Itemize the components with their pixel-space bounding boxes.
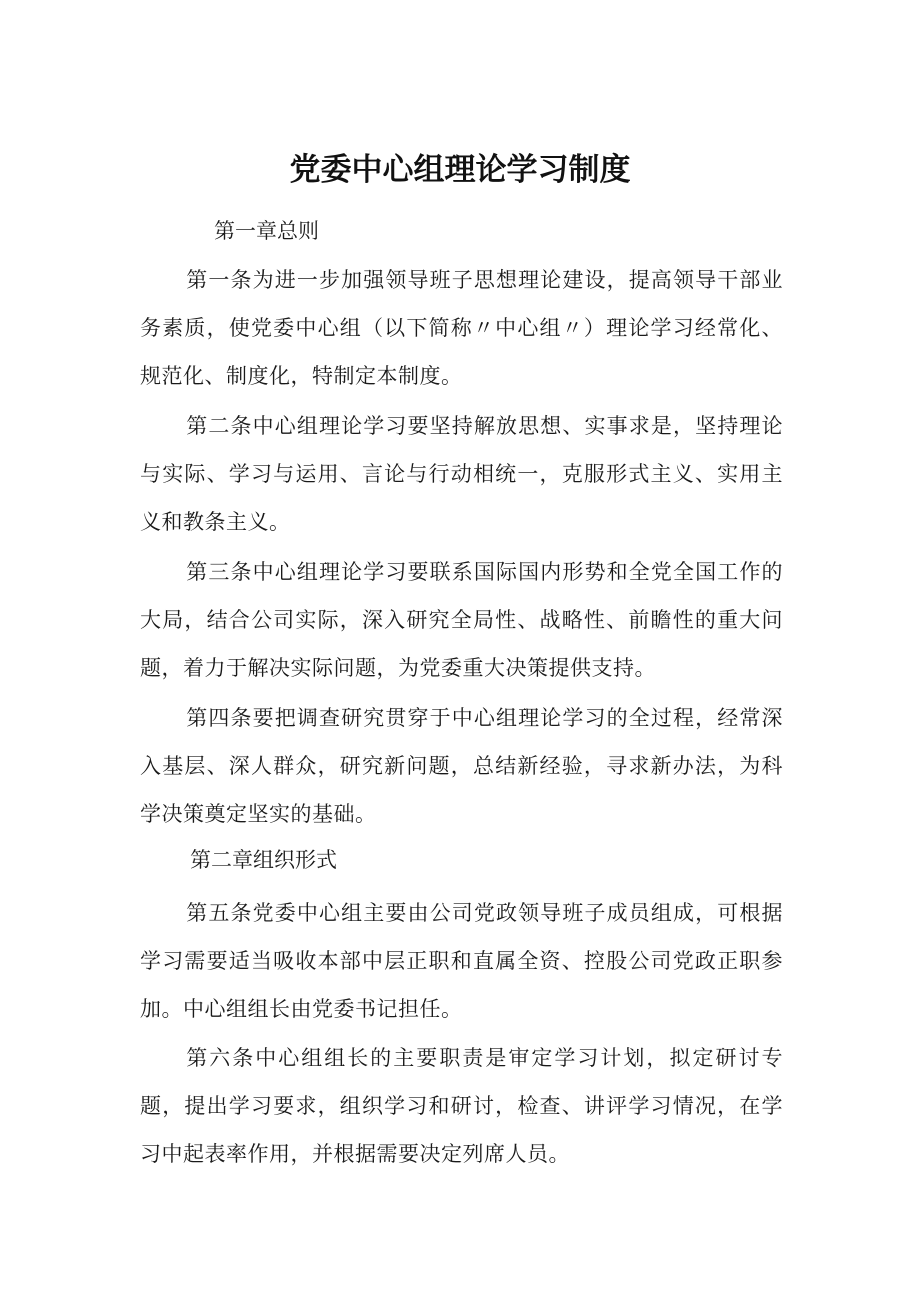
article-3: 第三条中心组理论学习要联系国际国内形势和全党全国工作的大局，结合公司实际，深入研究全局性、战略性、前瞻性的重大问题，着力于解决实际问题，为党委重大决策提供支持。 [140,560,783,680]
chapter-heading-organization: 第二章组织形式 [190,848,337,872]
article-6: 第六条中心组组长的主要职责是审定学习计划，拟定研讨专题，提出学习要求，组织学习和研讨，检查、讲评学习情况，在学习中起表率作用，并根据需要决定列席人员。 [140,1046,783,1166]
article-5: 第五条党委中心组主要由公司党政领导班子成员组成，可根据学习需要适当吸收本部中层正职和直属全资、控股公司党政正职参加。中心组组长由党委书记担任。 [140,901,783,1021]
article-1: 第一条为进一步加强领导班子思想理论建设，提高领导干部业务素质，使党委中心组（以下简称〃中心组〃）理论学习经常化、规范化、制度化，特制定本制度。 [140,268,783,388]
chapter-heading-general: 第一章总则 [214,219,319,243]
article-4: 第四条要把调查研究贯穿于中心组理论学习的全过程，经常深入基层、深人群众，研究新问题，总结新经验，寻求新办法，为科学决策奠定坚实的基础。 [140,706,783,826]
document-title: 党委中心组理论学习制度 [289,152,631,188]
article-2: 第二条中心组理论学习要坚持解放思想、实事求是，坚持理论与实际、学习与运用、言论与行动相统一，克服形式主义、实用主义和教条主义。 [140,414,783,534]
